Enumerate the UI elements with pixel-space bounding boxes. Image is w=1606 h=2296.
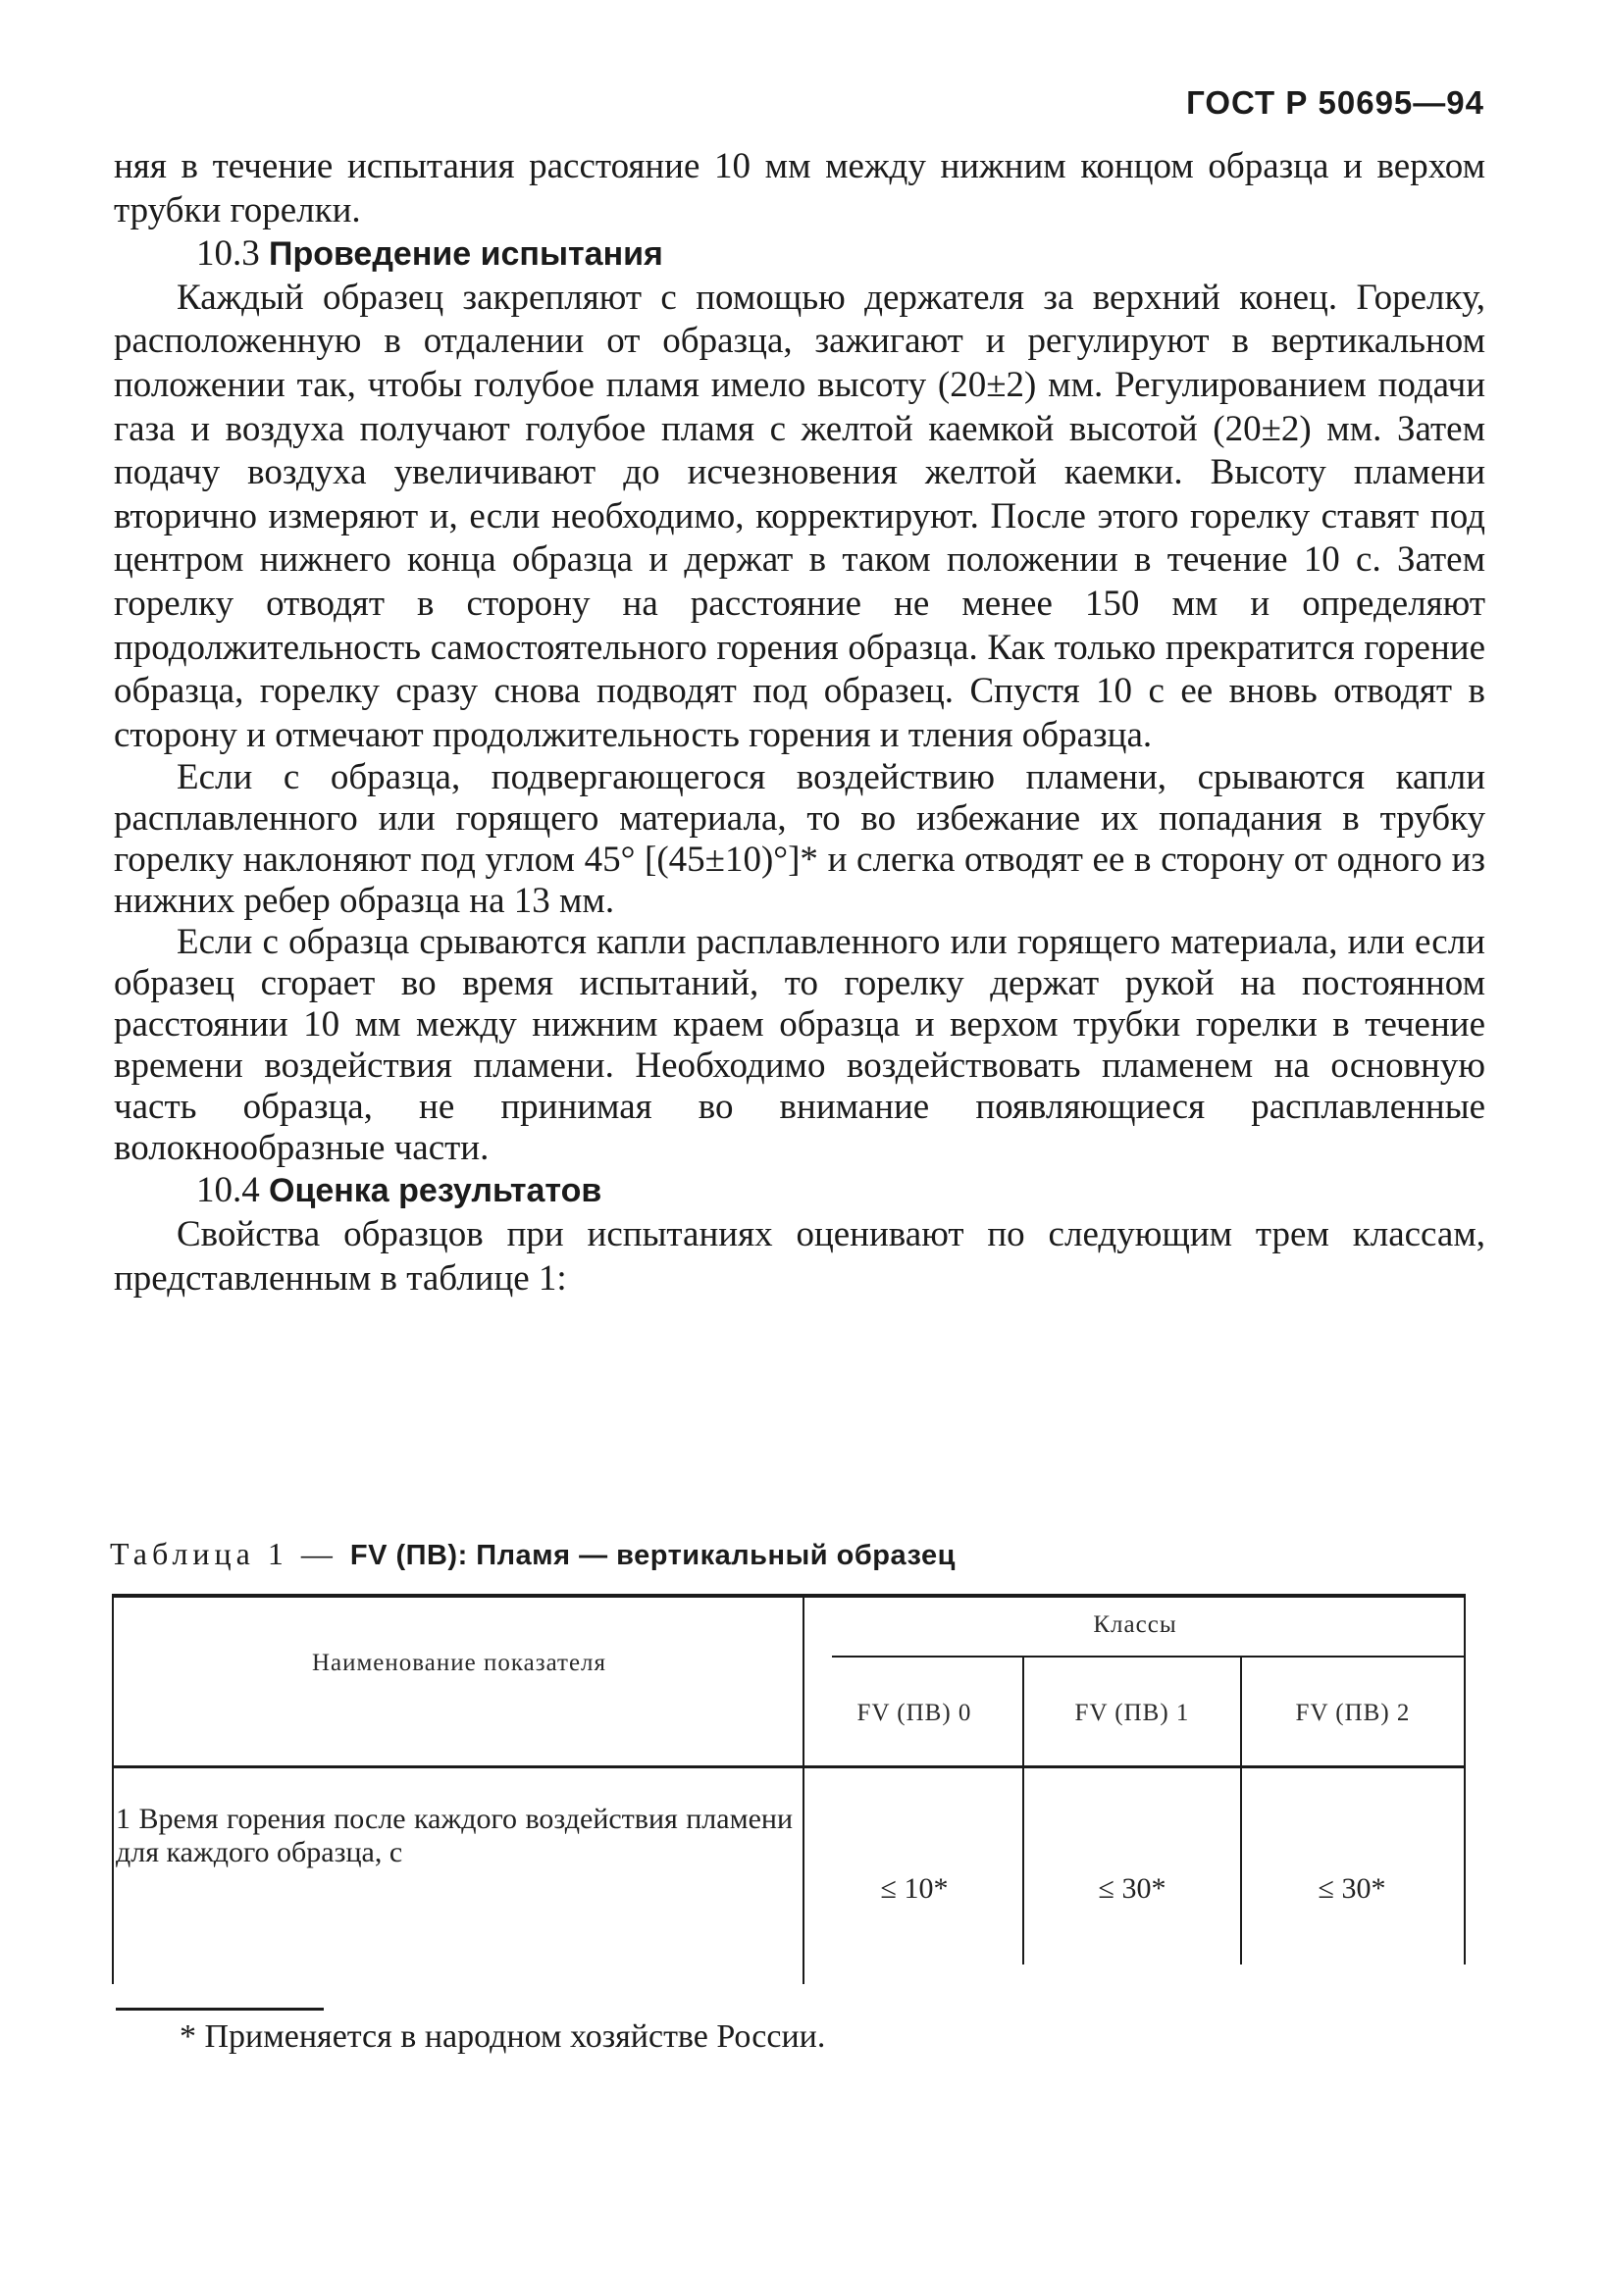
paragraph-10-3-3: Если с образца срываются капли расплавленного или горящего материала, или если образец сгорает во время испытаний, то горелку держат рукой на постоянном расстоянии 10 мм между нижним краем образца и верхом трубки горелки в течение времени воздействия пламени. Необходимо воздействовать пламенем на основную часть образца, не принимая во внимание появляющиеся расплавленные волокнообразные части.: [114, 922, 1485, 1169]
table-header-indicator: Наименование показателя: [311, 1650, 607, 1676]
table-header-class-0: FV (ПВ) 0: [856, 1700, 972, 1726]
section-number: 10.3: [196, 233, 260, 275]
section-number: 10.4: [196, 1170, 260, 1211]
intro-paragraph: няя в течение испытания расстояние 10 мм между нижним концом образца и верхом трубки горелки.: [114, 146, 1485, 230]
table-left-rule: [112, 1596, 114, 1984]
paragraph-10-4-1: Свойства образцов при испытаниях оценивают по следующим трем классам, представленным в таблице 1:: [114, 1213, 1485, 1299]
table-caption: [110, 1536, 956, 1572]
table-header-classes: Классы: [1093, 1611, 1177, 1638]
table-header-bottom-rule: [112, 1765, 1466, 1768]
table-row-value-class-1: ≤ 30*: [1098, 1872, 1166, 1905]
table-header-class-2: FV (ПВ) 2: [1295, 1700, 1411, 1726]
table-classes-rule: [832, 1656, 1466, 1658]
table-row-rule-class-2: [1240, 1768, 1242, 1964]
table-top-rule: [112, 1594, 1466, 1598]
page-header: ГОСТ Р 50695—94: [1186, 84, 1484, 121]
section-heading-10-4: [114, 1169, 1485, 1213]
table-column-rule-indicator: [803, 1596, 804, 1984]
table-row-indicator: 1 Время горения после каждого воздействия пламени для каждого образца, с: [116, 1803, 793, 1868]
table-row-rule-class-1: [1022, 1768, 1024, 1964]
table-caption-prefix: Таблица 1 —: [110, 1536, 337, 1571]
paragraph-10-3-2: Если с образца, подвергающегося воздействию пламени, срываются капли расплавленного или горящего материала, то во избежание их попадания в трубку горелку наклоняют под углом 45° [(45±10)°]* и слегка отводят ее в сторону от одного из нижних ребер образца на 13 мм.: [114, 757, 1485, 922]
table-row-value-class-2: ≤ 30*: [1318, 1872, 1386, 1905]
table-right-rule: [1464, 1596, 1466, 1964]
body-text: [114, 145, 1485, 1301]
paragraph-10-3-1: Каждый образец закрепляют с помощью держателя за верхний конец. Горелку, расположенную в отдалении от образца, зажигают и регулируют в вертикальном положении так, чтобы голубое пламя имело высоту (20±2) мм. Регулированием подачи газа и воздуха получают голубое пламя с желтой каемкой высотой (20±2) мм. Затем подачу воздуха увеличивают до исчезновения желтой каемки. Высоту пламени вторично измеряют и, если необходимо, корректируют. После этого горелку ставят под центром нижнего конца образца и держат в таком положении в течение 10 с. Затем горелку отводят в сторону на расстояние не менее 150 мм и определяют продолжительность самостоятельного горения образца. Как только прекратится горение образца, горелку сразу снова подводят под образец. Спустя 10 с ее вновь отводят в сторону и отмечают продолжительность горения и тления образца.: [114, 277, 1485, 755]
table-row-value-class-0: ≤ 10*: [880, 1872, 949, 1905]
section-title: Оценка результатов: [269, 1172, 602, 1210]
table-caption-title: FV (ПВ): Пламя — вертикальный образец: [349, 1540, 956, 1571]
footnote: * Применяется в народном хозяйстве России.: [180, 2018, 826, 2055]
section-title: Проведение испытания: [269, 235, 663, 274]
footnote-rule: [116, 2008, 324, 2011]
section-heading-10-3: [114, 232, 1485, 277]
table-header-class-1: FV (ПВ) 1: [1074, 1700, 1190, 1726]
